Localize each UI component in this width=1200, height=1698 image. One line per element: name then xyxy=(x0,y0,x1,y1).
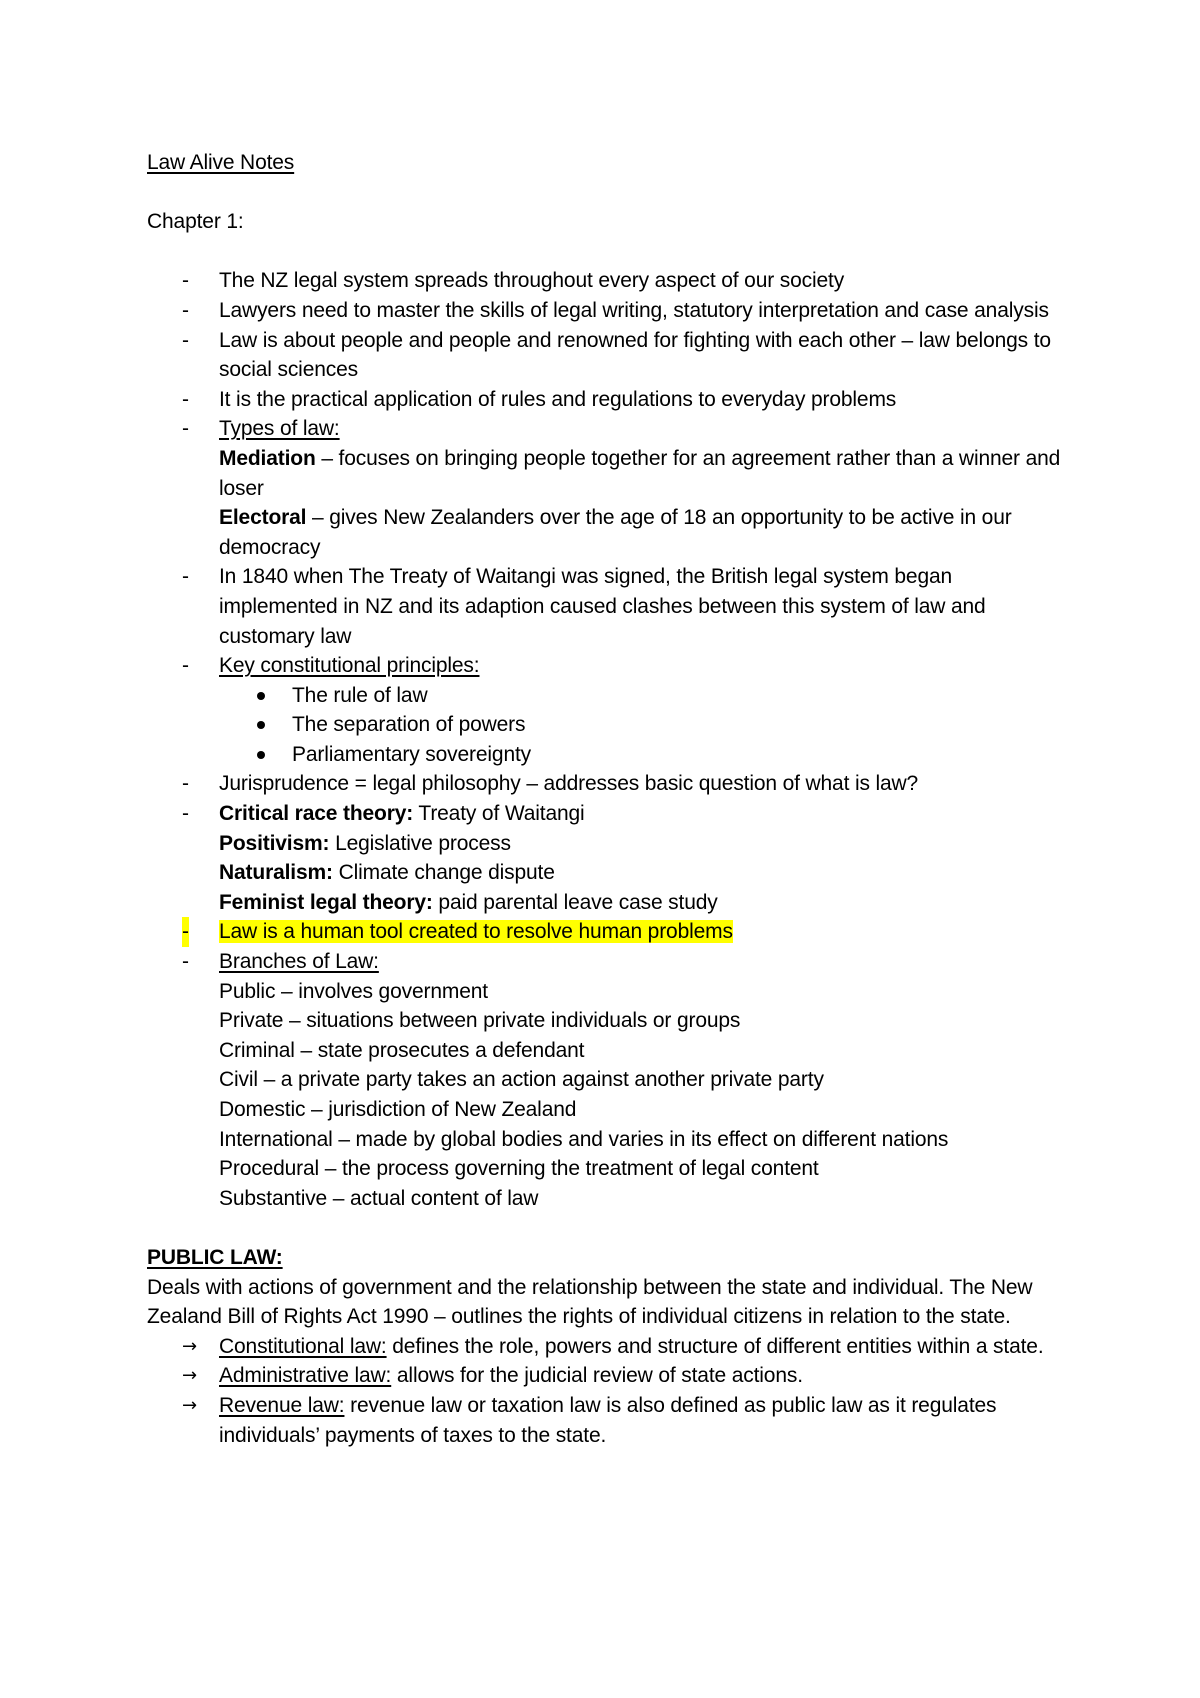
list-item xyxy=(147,266,1067,296)
dash-bullet: - xyxy=(182,565,189,589)
branch-entry: International – made by global bodies and varies in its effect on different nations xyxy=(219,1127,949,1151)
branch-entry: Domestic – jurisdiction of New Zealand xyxy=(219,1098,577,1121)
arrow-list-item xyxy=(147,1332,1067,1362)
theory-term: Naturalism: xyxy=(219,861,333,885)
list-item-legal-theories xyxy=(147,799,1067,917)
list-item-text: Law is about people and people and renowned for fighting with each other – law belongs to social sciences xyxy=(219,328,1051,382)
types-of-law-heading: Types of law: xyxy=(219,417,340,441)
bullet-dot-icon xyxy=(257,751,265,759)
principle-text: The rule of law xyxy=(292,683,428,707)
arrow-item-text: revenue law or taxation law is also defined as public law as it regulates individuals’ payments of taxes to the state. xyxy=(219,1393,997,1447)
dash-bullet: - xyxy=(182,328,189,352)
list-item-types-of-law xyxy=(147,414,1067,562)
arrow-item-text: defines the role, powers and structure of different entities within a state. xyxy=(386,1334,1044,1358)
mediation-entry xyxy=(219,444,1067,503)
right-arrow-icon: → xyxy=(182,1394,197,1416)
highlighted-text: Law is a human tool created to resolve human problems xyxy=(219,920,733,944)
list-item xyxy=(147,769,1067,799)
public-law-heading xyxy=(147,1243,1067,1273)
theory-term: Positivism: xyxy=(219,831,330,855)
dash-bullet: - xyxy=(182,802,189,826)
electoral-entry xyxy=(219,503,1067,562)
theory-text: Climate change dispute xyxy=(332,861,555,885)
arrow-item-term: Constitutional law: xyxy=(219,1334,387,1358)
arrow-list-item xyxy=(147,1361,1067,1391)
branch-entry: Substantive – actual content of law xyxy=(219,1186,539,1210)
blank-line xyxy=(147,1213,1067,1243)
public-law-heading-text: PUBLIC LAW: xyxy=(147,1245,283,1269)
blank-line xyxy=(147,237,1067,267)
theory-text: Legislative process xyxy=(329,831,511,855)
list-item-branches xyxy=(147,947,1067,1213)
dash-bullet: - xyxy=(182,654,189,678)
bullet-dot-icon xyxy=(257,721,265,729)
arrow-item-term: Administrative law: xyxy=(219,1364,392,1388)
arrow-item-text: allows for the judicial review of state actions. xyxy=(391,1364,803,1388)
theory-text: Treaty of Waitangi xyxy=(413,802,585,826)
theory-entry xyxy=(219,829,1067,859)
branch-entry: Procedural – the process governing the treatment of legal content xyxy=(219,1157,819,1181)
dash-bullet: - xyxy=(182,387,189,411)
electoral-term: Electoral xyxy=(219,506,307,530)
public-law-intro: Deals with actions of government and the relationship between the state and individual. The New Zealand Bill of Rights Act 1990 – outlines the rights of individual citizens in relation to the state. xyxy=(147,1275,1033,1329)
list-item-text: Lawyers need to master the skills of legal writing, statutory interpretation and case analysis xyxy=(219,298,1049,322)
list-item xyxy=(147,296,1067,326)
arrow-item-term: Revenue law: xyxy=(219,1393,345,1417)
theory-entry xyxy=(219,858,1067,888)
theory-term: Critical race theory: xyxy=(219,802,414,826)
branch-entry: Public – involves government xyxy=(219,979,488,1003)
bullet-dot-icon xyxy=(257,692,265,700)
right-arrow-icon: → xyxy=(182,1335,197,1357)
mediation-text: – focuses on bringing people together for an agreement rather than a winner and loser xyxy=(219,446,1061,500)
theory-entry xyxy=(219,888,1067,918)
highlighted-list-item xyxy=(147,917,1067,947)
theory-text: paid parental leave case study xyxy=(432,890,718,914)
document-body xyxy=(147,148,1067,1450)
list-item xyxy=(147,326,1067,385)
electoral-text: – gives New Zealanders over the age of 18 an opportunity to be active in our democracy xyxy=(219,506,1012,559)
principle-text: The separation of powers xyxy=(292,713,526,737)
dash-bullet: - xyxy=(182,417,189,441)
branch-entry: Private – situations between private individuals or groups xyxy=(219,1009,741,1033)
list-item-text: Jurisprudence = legal philosophy – addresses basic question of what is law? xyxy=(219,772,919,796)
branches-heading: Branches of Law: xyxy=(219,950,379,974)
document-title: Law Alive Notes xyxy=(147,151,295,174)
dash-bullet: - xyxy=(182,298,189,322)
principles-heading: Key constitutional principles: xyxy=(219,654,480,678)
list-item-text: In 1840 when The Treaty of Waitangi was signed, the British legal system began implemented in NZ and its adaption caused clashes between this system of law and customary law xyxy=(219,565,986,648)
principle-item xyxy=(147,740,1067,770)
dash-bullet: - xyxy=(182,772,189,796)
list-item-text: It is the practical application of rules and regulations to everyday problems xyxy=(219,387,897,411)
mediation-term: Mediation xyxy=(219,446,316,470)
theory-entry xyxy=(219,799,1067,829)
principle-item xyxy=(147,710,1067,740)
list-item xyxy=(147,562,1067,651)
chapter-heading: Chapter 1: xyxy=(147,210,244,234)
dash-bullet: - xyxy=(182,269,189,293)
principle-text: Parliamentary sovereignty xyxy=(292,742,532,766)
dash-bullet: - xyxy=(182,917,189,947)
branch-entry: Civil – a private party takes an action against another private party xyxy=(219,1068,824,1092)
arrow-list-item xyxy=(147,1391,1067,1450)
list-item xyxy=(147,385,1067,415)
branch-entry: Criminal – state prosecutes a defendant xyxy=(219,1038,585,1062)
list-item-principles xyxy=(147,651,1067,681)
principle-item xyxy=(147,681,1067,711)
dash-bullet: - xyxy=(182,950,189,974)
right-arrow-icon: → xyxy=(182,1365,197,1387)
list-item-text: The NZ legal system spreads throughout every aspect of our society xyxy=(219,269,845,293)
theory-term: Feminist legal theory: xyxy=(219,890,433,914)
